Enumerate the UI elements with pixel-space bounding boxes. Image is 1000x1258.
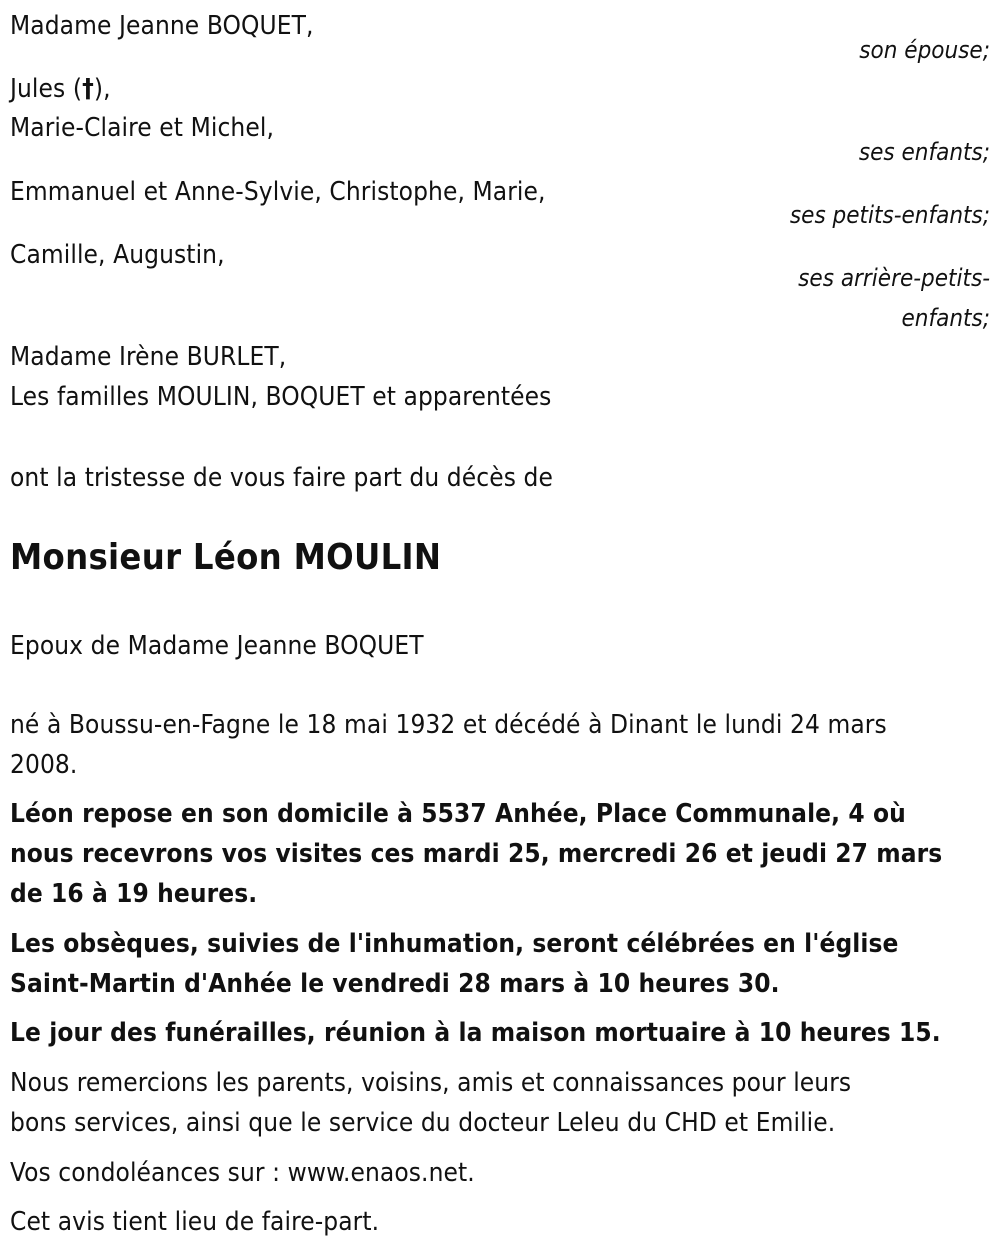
visitation-line-3: de 16 à 19 heures. [10, 879, 258, 909]
notice-text: Cet avis tient lieu de faire-part. [10, 1207, 380, 1237]
spouse-name: Madame Jeanne BOQUET, [10, 11, 314, 41]
grandchildren-role: ses petits-enfants; [789, 201, 990, 229]
deceased-cross-icon: † [82, 74, 94, 104]
related-families: Les familles MOULIN, BOQUET et apparentées [10, 382, 552, 412]
meeting-info: Le jour des funérailles, réunion à la maison mortuaire à 10 heures 15. [10, 1018, 941, 1048]
child-name: Jules ( [10, 74, 83, 104]
grandchildren-names: Emmanuel et Anne-Sylvie, Christophe, Marie, [10, 177, 546, 207]
children-role: ses enfants; [858, 138, 990, 166]
visitation-line-2: nous recevrons vos visites ces mardi 25, mercredi 26 et jeudi 27 mars [10, 839, 943, 869]
deceased-name: Monsieur Léon MOULIN [10, 537, 442, 578]
great-grandchildren-role-line-1: ses arrière-petits- [798, 264, 990, 292]
thanks-line-1: Nous remercions les parents, voisins, amis et connaissances pour leurs [10, 1068, 852, 1098]
child-name-suffix: ), [93, 74, 111, 104]
funeral-line-1: Les obsèques, suivies de l'inhumation, seront célébrées en l'église [10, 929, 899, 959]
condolences-link[interactable]: Vos condoléances sur : www.enaos.net. [10, 1158, 475, 1188]
children-line-2: Marie-Claire et Michel, [10, 113, 274, 143]
thanks-line-2: bons services, ainsi que le service du docteur Leleu du CHD et Emilie. [10, 1108, 836, 1138]
spouse-of: Epoux de Madame Jeanne BOQUET [10, 631, 424, 661]
great-grandchildren-role-line-2: enfants; [901, 304, 990, 332]
spouse-role: son épouse; [859, 36, 990, 64]
birth-death-line-2: 2008. [10, 750, 78, 780]
great-grandchildren-names: Camille, Augustin, [10, 240, 225, 270]
visitation-line-1: Léon repose en son domicile à 5537 Anhée, Place Communale, 4 où [10, 799, 906, 829]
birth-death-line-1: né à Boussu-en-Fagne le 18 mai 1932 et décédé à Dinant le lundi 24 mars [10, 710, 887, 740]
announcement-intro: ont la tristesse de vous faire part du décès de [10, 463, 553, 493]
children-line-1 [10, 69, 111, 109]
funeral-line-2: Saint-Martin d'Anhée le vendredi 28 mars à 10 heures 30. [10, 969, 780, 999]
other-relative: Madame Irène BURLET, [10, 342, 287, 372]
